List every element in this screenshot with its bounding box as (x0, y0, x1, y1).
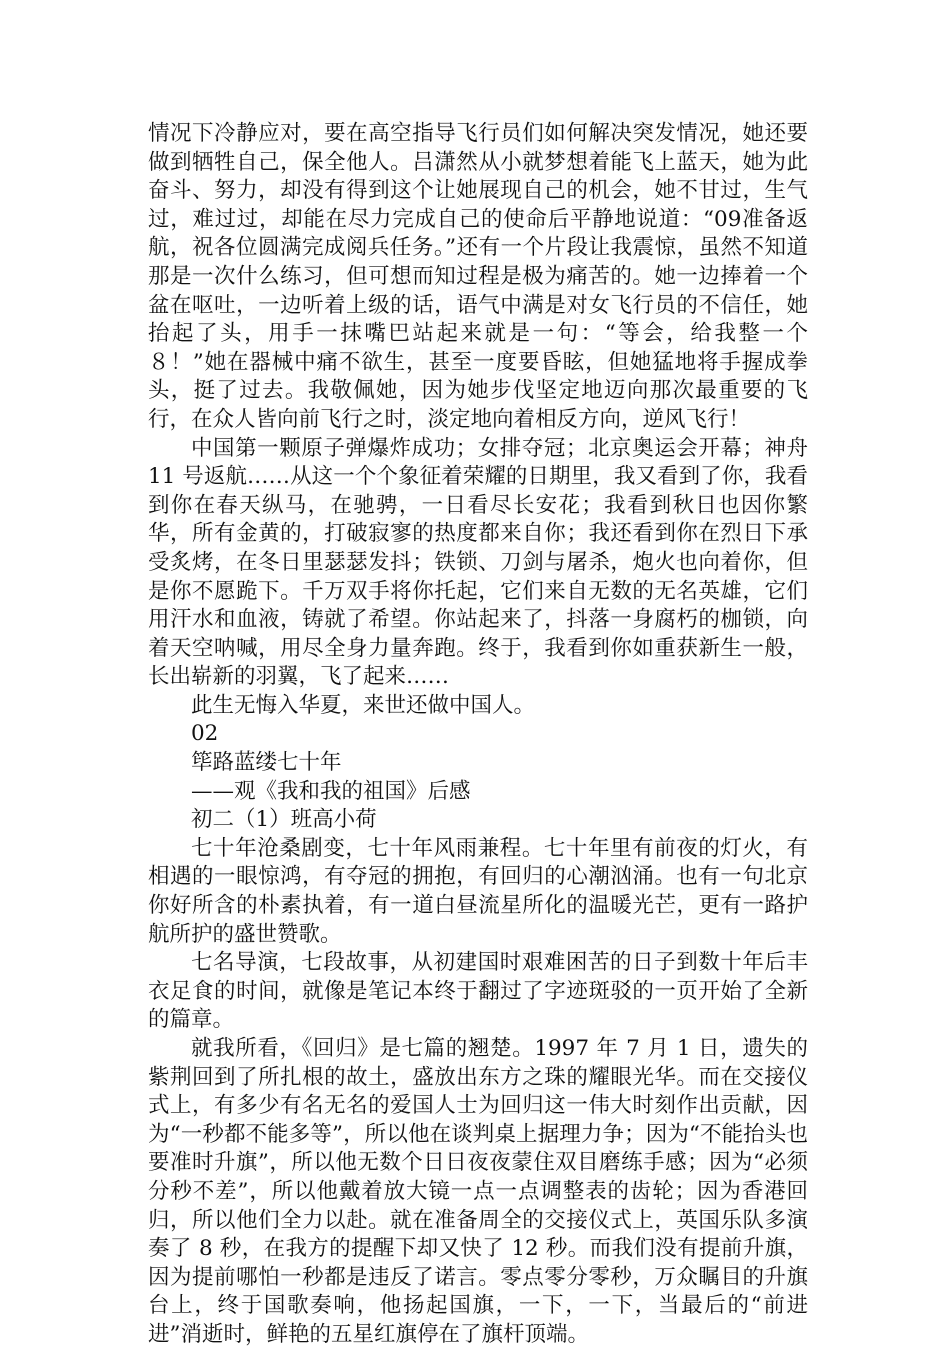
paragraph-closing-line: 此生无悔入华夏，来世还做中国人。 (191, 692, 536, 718)
document-body (148, 120, 808, 1350)
paragraph-intro: 七十年沧桑剧变，七十年风雨兼程。七十年里有前夜的灯火，有相遇的一眼惊鸿，有夺冠的拥抱，有回归的心潮汹涌。也有一句北京你好所含的朴素执着，有一道白昼流星所化的温暖光芒，更有一路护航所护的盛世赞歌。 (148, 835, 808, 947)
essay-subtitle: ——观《我和我的祖国》后感 (191, 778, 471, 804)
essay-title: 筚路蓝缕七十年 (191, 750, 342, 776)
paragraph-continuation: 情况下冷静应对，要在高空指导飞行员们如何解决突发情况，她还要做到牺牲自己，保全他人。吕潇然从小就梦想着能飞上蓝天，她为此奋斗、努力，却没有得到这个让她展现自己的机会，她不甘过，生气过，难过过，却能在尽力完成自己的使命后平静地说道：“09准备返航，祝各位圆满完成阅兵任务。”还有一个片段让我震惊，虽然不知道那是一次什么练习，但可想而知过程是极为痛苦的。她一边捧着一个盆在呕吐，一边听着上级的话，语气中满是对女飞行员的不信任，她抬起了头，用手一抹嘴巴站起来就是一句：“等会，给我整一个８！”她在器械中痛不欲生，甚至一度要昏眩，但她猛地将手握成拳头，挺了过去。我敬佩她，因为她步伐坚定地迈向那次最重要的飞行，在众人皆向前飞行之时，淡定地向着相反方向，逆风飞行！ (148, 121, 808, 432)
paragraph-milestones: 中国第一颗原子弹爆炸成功；女排夺冠；北京奥运会开幕；神舟 11 号返航……从这一个个象征着荣耀的日期里，我又看到了你，我看到你在春天纵马，在驰骋，一日看尽长安花；我看到秋日也因你繁华，所有金黄的，打破寂寥的热度都来自你；我还看到你在烈日下承受炙烤，在冬日里瑟瑟发抖；铁锁、刀剑与屠杀，炮火也向着你，但是你不愿跪下。千万双手将你托起，它们来自无数的无名英雄，它们用汗水和血液，铸就了希望。你站起来了，抖落一身腐朽的枷锁，向着天空呐喊，用尽全身力量奔跑。终于，我看到你如重获新生一般，长出崭新的羽翼，飞了起来…… (148, 435, 808, 690)
paragraph-return: 就我所看，《回归》是七篇的翘楚。1997 年 7 月 1 日，遗失的紫荆回到了所扎根的故土，盛放出东方之珠的耀眼光华。而在交接仪式上，有多少有名无名的爱国人士为回归这一伟大时刻作出贡献，因为“一秒都不能多等”，所以他在谈判桌上据理力争；因为“不能抬头也要准时升旗”，所以他无数个日日夜夜蒙住双目磨练手感；因为“必须分秒不差”，所以他戴着放大镜一点一点调整表的齿轮；因为香港回归，所以他们全力以赴。就在准备周全的交接仪式上，英国乐队多演奏了 8 秒，在我方的提醒下却又快了 12 秒。而我们没有提前升旗，因为提前哪怕一秒都是违反了诺言。零点零分零秒，万众瞩目的升旗台上，终于国歌奏响，他扬起国旗，一下，一下，当最后的“前进进”消逝时，鲜艳的五星红旗停在了旗杆顶端。 (148, 1036, 808, 1347)
essay-author: 初二（1）班高小荷 (191, 807, 377, 833)
section-number: 02 (191, 721, 219, 747)
paragraph-directors: 七名导演，七段故事，从初建国时艰难困苦的日子到数十年后丰衣足食的时间，就像是笔记本终于翻过了字迹斑驳的一页开始了全新的篇章。 (148, 950, 808, 1033)
